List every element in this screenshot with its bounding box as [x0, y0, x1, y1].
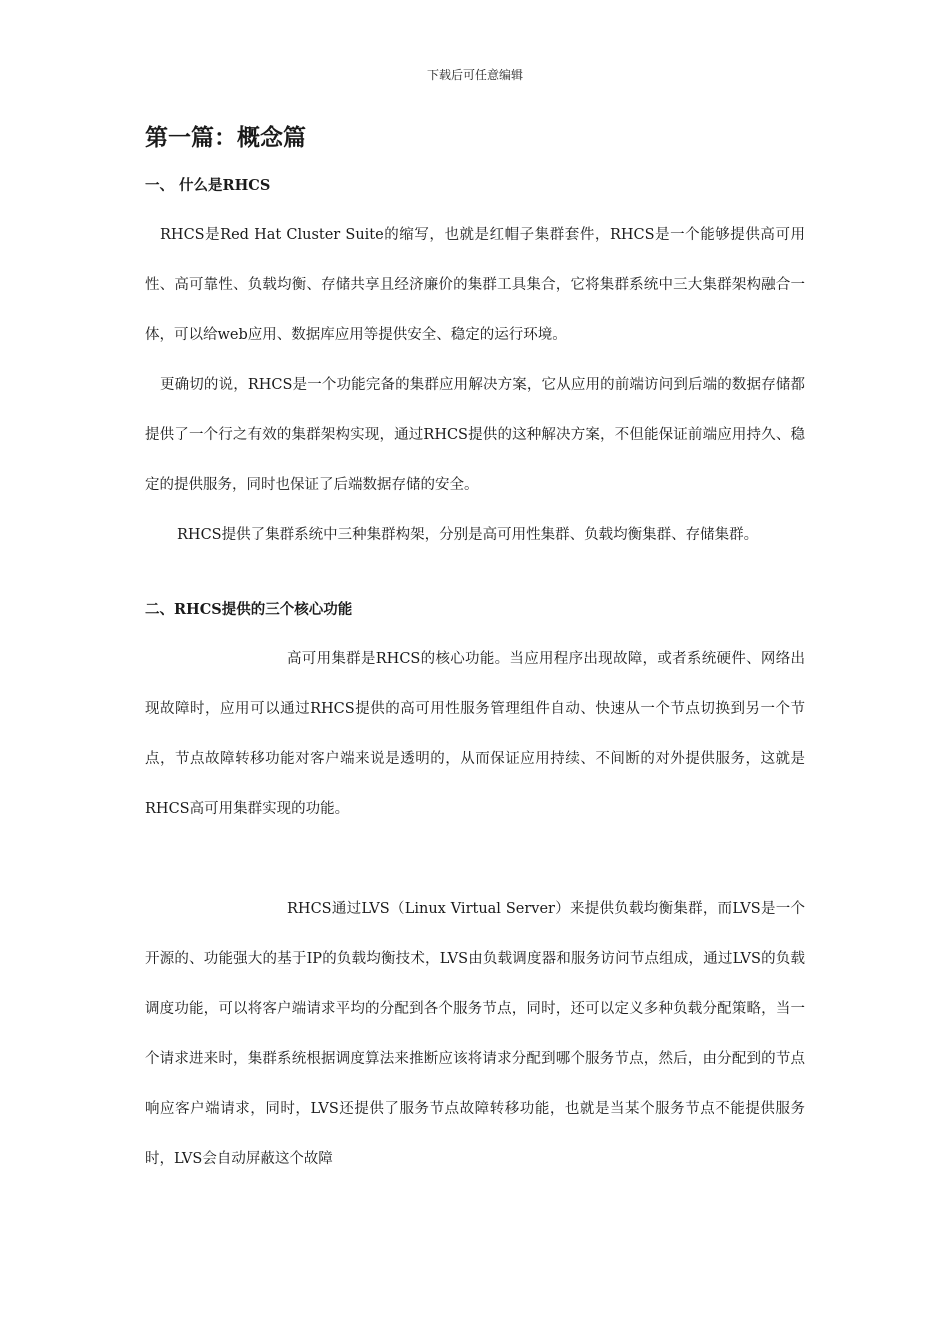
paragraph: RHCS提供了集群系统中三种集群构架，分别是高可用性集群、负载均衡集群、存储集群。 [177, 527, 759, 543]
section-heading-what-is-rhcs: 一、 什么是RHCS [145, 177, 271, 194]
header-note: 下载后可任意编辑 [426, 68, 523, 82]
document-body [145, 120, 805, 1184]
page-title: 第一篇：概念篇 [145, 124, 306, 151]
paragraph: 更确切的说，RHCS是一个功能完备的集群应用解决方案，它从应用的前端访问到后端的数据存储都提供了一个行之有效的集群架构实现，通过RHCS提供的这种解决方案，不但能保证前端应用持久、稳定的提供服务，同时也保证了后端数据存储的安全。 [145, 377, 805, 493]
paragraph-spacer [145, 834, 805, 884]
paragraph: RHCS通过LVS（Linux Virtual Server）来提供负载均衡集群，而LVS是一个开源的、功能强大的基于IP的负载均衡技术，LVS由负载调度器和服务访问节点组成，通过LVS的负载调度功能，可以将客户端请求平均的分配到各个服务节点，同时，还可以定义多种负载分配策略，当一个请求进来时，集群系统根据调度算法来推断应该将请求分配到哪个服务节点，然后，由分配到的节点响应客户端请求，同时，LVS还提供了服务节点故障转移功能，也就是当某个服务节点不能提供服务时，LVS会自动屏蔽这个故障 [145, 901, 805, 1167]
section-heading-core-functions: 二、RHCS提供的三个核心功能 [145, 601, 353, 618]
paragraph: 高可用集群是RHCS的核心功能。当应用程序出现故障，或者系统硬件、网络出现故障时，应用可以通过RHCS提供的高可用性服务管理组件自动、快速从一个节点切换到另一个节点，节点故障转移功能对客户端来说是透明的，从而保证应用持续、不间断的对外提供服务，这就是RHCS高可用集群实现的功能。 [145, 651, 805, 817]
paragraph: RHCS是Red Hat Cluster Suite的缩写，也就是红帽子集群套件，RHCS是一个能够提供高可用性、高可靠性、负载均衡、存储共享且经济廉价的集群工具集合，它将集群系统中三大集群架构融合一体，可以给web应用、数据库应用等提供安全、稳定的运行环境。 [145, 227, 805, 343]
